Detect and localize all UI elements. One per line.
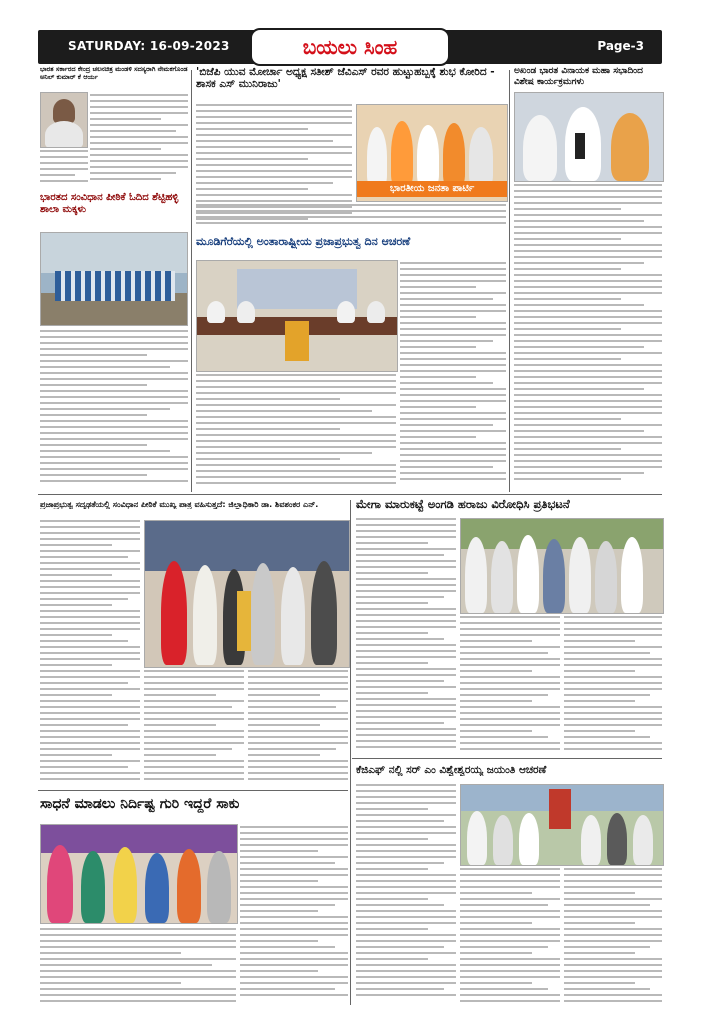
article-body: [356, 784, 456, 1004]
constitution-event-photo: [144, 520, 350, 668]
article-body: [40, 928, 236, 1004]
article-body: [460, 868, 560, 1004]
article-headline: ಪ್ರಜಾಪ್ರಭುತ್ವ ಸದೃಢತೆಯಲ್ಲಿ ಸಂವಿಧಾನ ಪೀಠಿಕೆ ಮುಖ್ಯ ಪಾತ್ರ ವಹಿಸುತ್ತದೆ: ಜಿಲ್ಲಾಧಿಕಾರಿ ಡಾ. ಶಿವಶಂಕರ ಎನ್.: [40, 500, 319, 509]
bjp-banner-text: ಭಾರತೀಯ ಜನತಾ ಪಾರ್ಟಿ: [357, 181, 507, 197]
article-body: [564, 868, 662, 1004]
column-rule: [191, 70, 192, 492]
article-body: [40, 520, 140, 786]
article-body: [144, 670, 244, 786]
school-children-photo: [40, 232, 188, 326]
article-body: [40, 330, 188, 490]
article-headline: ಕೆಜಿಎಫ್ ನಲ್ಲಿ ಸರ್ ಎಂ ವಿಶ್ವೇಶ್ವರಯ್ಯ ಜಯಂತಿ ಆಚರಣೆ: [356, 764, 547, 776]
article-body: [196, 374, 396, 488]
issue-date: SATURDAY: 16-09-2023: [68, 39, 230, 53]
article-headline: 'ಬಿಜೆಪಿ ಯುವ ಮೋರ್ಚಾ ಅಧ್ಯಕ್ಷ ಸತೀಶ್ ಜೆವಿಎಸ್ ರವರ ಹುಟ್ಟುಹಬ್ಬಕ್ಕೆ ಶುಭ ಕೋರಿದ - ಶಾಸಕ ಎಸ್ ಮುನಿರಾಜು': [196, 66, 495, 91]
column-rule: [350, 500, 351, 1005]
article-body: [400, 262, 506, 488]
article-headline: ಭಾರತದ ಸಂವಿಧಾನ ಪೀಠಿಕೆ ಓದಿದ ಶೆಟ್ಟಿಹಳ್ಳಿ ಶಾಲಾ ಮಕ್ಕಳು: [40, 192, 179, 215]
article-body: [196, 204, 506, 230]
protest-photo: [460, 518, 664, 614]
bjp-event-photo: [356, 104, 508, 202]
article-body: [248, 670, 348, 786]
article-headline: ಮೂಡಿಗೆರೆಯಲ್ಲಿ ಅಂತಾರಾಷ್ಟ್ರೀಯ ಪ್ರಜಾಪ್ರಭುತ್ವ ದಿನ ಆಚರಣೆ: [196, 236, 411, 248]
article-body: [90, 94, 188, 184]
article-headline: ಅಖಂಡ ಭಾರತ ವಿನಾಯಕ ಮಹಾ ಸಭಾದಿಂದ ವಿಶೇಷ ಕಾರ್ಯಕ್ರಮಗಳು: [514, 66, 643, 87]
achievement-event-photo: [40, 824, 238, 924]
democracy-day-photo: [196, 260, 398, 372]
paper-name: ಬಯಲು ಸಿಂಹ: [250, 28, 450, 66]
article-body: [356, 518, 456, 754]
visvesvaraya-jayanti-photo: [460, 784, 664, 866]
section-rule: [38, 790, 348, 791]
page-number: Page-3: [597, 39, 644, 53]
article-body: [240, 826, 348, 1002]
article-headline: ಸಾಧನೆ ಮಾಡಲು ನಿರ್ದಿಷ್ಟ ಗುರಿ ಇದ್ದರೆ ಸಾಕು: [40, 796, 240, 812]
article-headline: ಮೇಗಾ ಮಾರುಕಟ್ಟೆ ಅಂಗಡಿ ಹರಾಜು ವಿರೋಧಿಸಿ ಪ್ರತಿಭಟನೆ: [356, 498, 570, 511]
article-body: [514, 184, 662, 488]
masthead: [38, 30, 662, 64]
article-body: [40, 150, 88, 186]
article-headline: ಭಾರತ ಸರ್ಕಾರದ ಕೇಂದ್ರ ಚಲನಚಿತ್ರ ಮಂಡಳಿ ಸದಸ್ಯರಾಗಿ ನೇಮಕಗೊಂಡ ಅನಿಲ್ ಕುಮಾರ್ ಕೆ ಆರ್ಯ: [40, 66, 188, 81]
article-body: [564, 616, 662, 754]
article-body: [460, 616, 560, 754]
column-rule: [509, 70, 510, 492]
vinayaka-sabha-photo: [514, 92, 664, 182]
section-rule: [352, 758, 662, 759]
section-rule: [38, 494, 662, 495]
portrait-photo: [40, 92, 88, 148]
